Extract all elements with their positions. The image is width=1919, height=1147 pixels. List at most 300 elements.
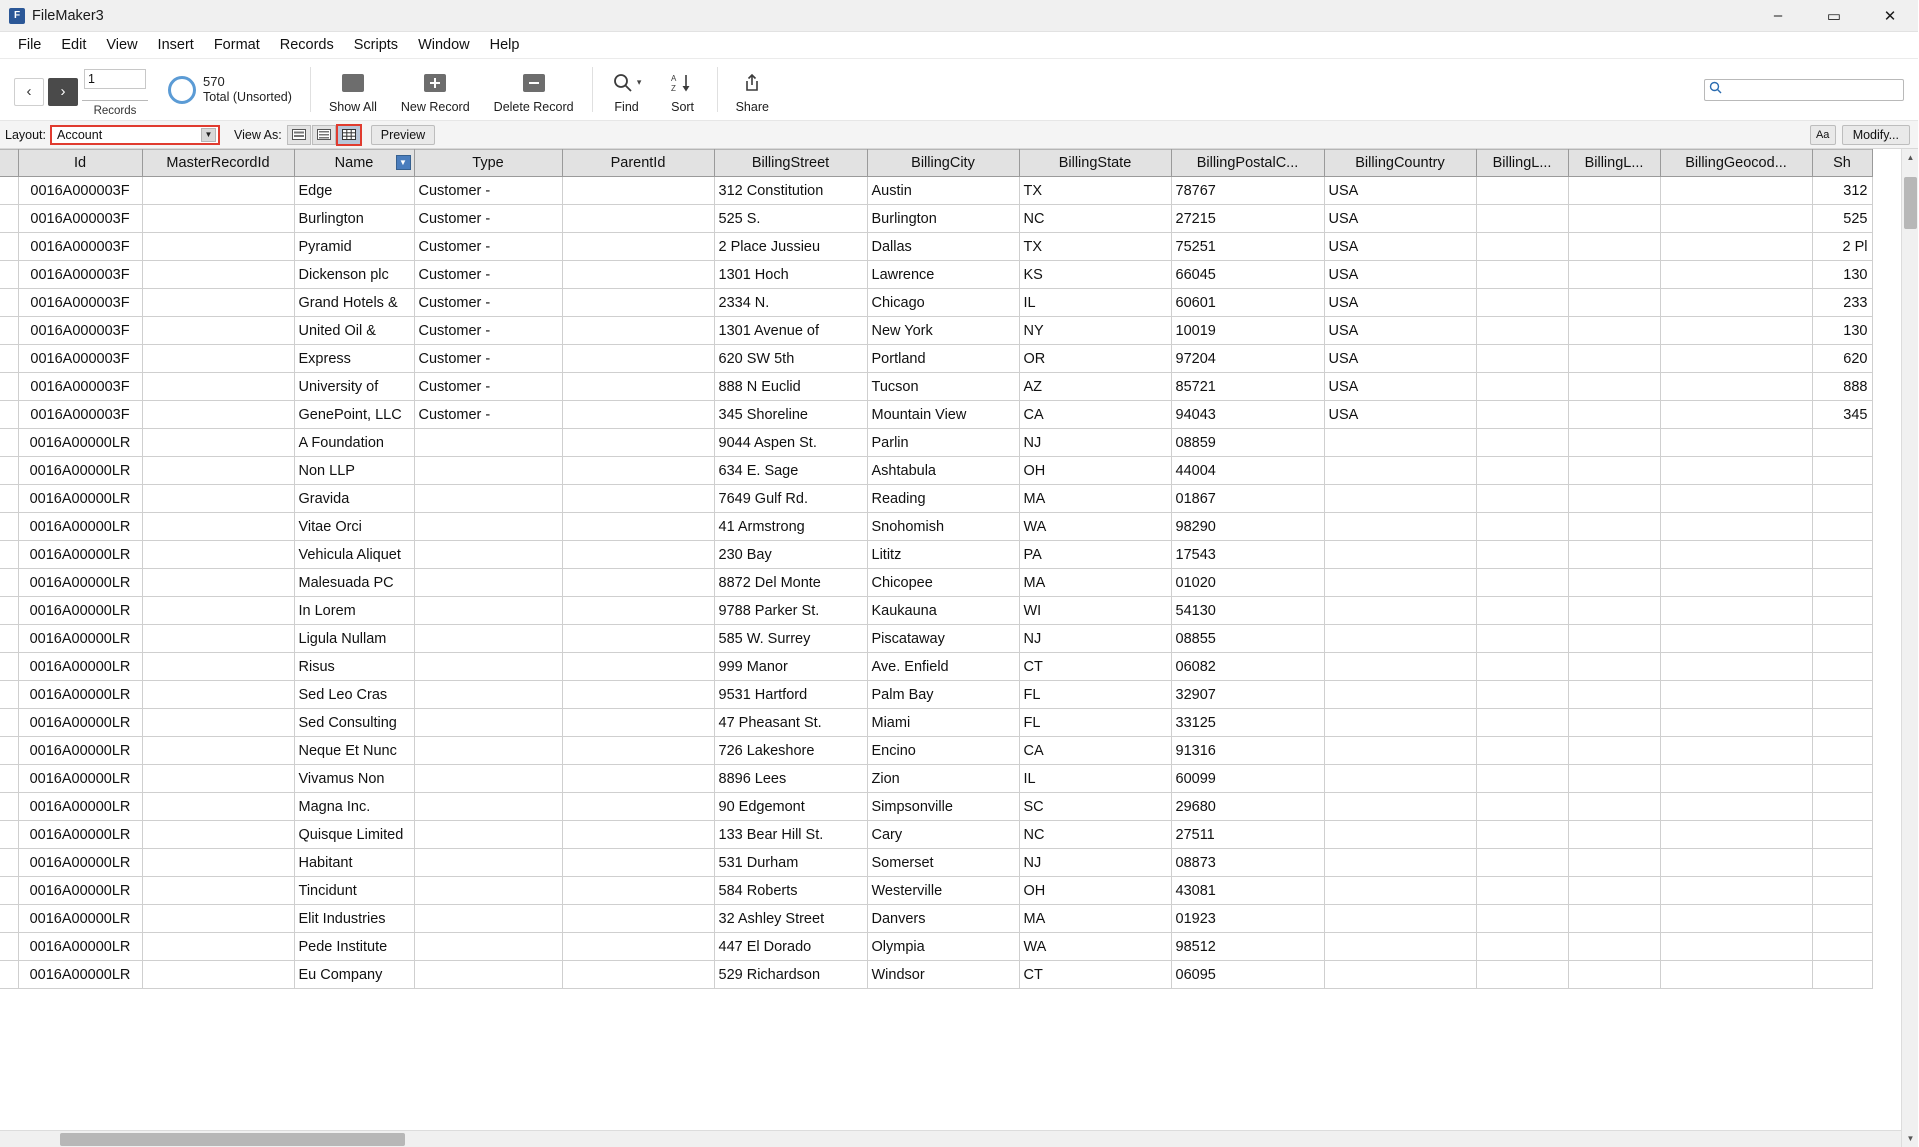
row-selector[interactable] xyxy=(0,289,18,317)
table-cell[interactable]: 130 xyxy=(1812,317,1872,345)
table-cell[interactable]: 447 El Dorado xyxy=(714,933,867,961)
table-cell[interactable] xyxy=(1568,625,1660,653)
chevron-down-icon[interactable]: ▾ xyxy=(636,77,642,87)
table-cell[interactable]: GenePoint, LLC xyxy=(294,401,414,429)
table-cell[interactable] xyxy=(1476,737,1568,765)
table-cell[interactable]: NC xyxy=(1019,205,1171,233)
table-cell[interactable] xyxy=(1476,401,1568,429)
table-cell[interactable] xyxy=(1476,485,1568,513)
table-cell[interactable] xyxy=(1476,597,1568,625)
table-cell[interactable] xyxy=(414,597,562,625)
table-cell[interactable] xyxy=(1476,317,1568,345)
table-cell[interactable]: Habitant xyxy=(294,849,414,877)
horizontal-scrollbar[interactable] xyxy=(0,1130,1901,1147)
table-cell[interactable]: 1301 Avenue of xyxy=(714,317,867,345)
table-cell[interactable] xyxy=(1476,345,1568,373)
table-cell[interactable] xyxy=(142,905,294,933)
table-cell[interactable] xyxy=(562,401,714,429)
next-record-button[interactable]: › xyxy=(48,78,78,106)
table-cell[interactable]: Burlington xyxy=(867,205,1019,233)
table-cell[interactable]: Reading xyxy=(867,485,1019,513)
table-cell[interactable] xyxy=(1660,261,1812,289)
layout-dropdown[interactable] xyxy=(50,125,220,145)
table-cell[interactable]: 9531 Hartford xyxy=(714,681,867,709)
table-cell[interactable]: 0016A00000LR xyxy=(18,709,142,737)
table-cell[interactable] xyxy=(1476,541,1568,569)
table-cell[interactable] xyxy=(1324,821,1476,849)
row-selector[interactable] xyxy=(0,345,18,373)
table-cell[interactable]: Malesuada PC xyxy=(294,569,414,597)
table-cell[interactable]: 620 SW 5th xyxy=(714,345,867,373)
table-cell[interactable]: 60601 xyxy=(1171,289,1324,317)
table-cell[interactable]: Simpsonville xyxy=(867,793,1019,821)
table-cell[interactable]: 06095 xyxy=(1171,961,1324,989)
table-row[interactable] xyxy=(0,233,1872,261)
show-all-button[interactable] xyxy=(317,59,389,120)
table-cell[interactable]: Cary xyxy=(867,821,1019,849)
table-row[interactable] xyxy=(0,205,1872,233)
table-cell[interactable] xyxy=(142,541,294,569)
table-cell[interactable] xyxy=(1476,569,1568,597)
table-cell[interactable] xyxy=(1568,485,1660,513)
table-row[interactable] xyxy=(0,401,1872,429)
vertical-scrollbar[interactable] xyxy=(1901,149,1918,1147)
table-cell[interactable]: Vivamus Non xyxy=(294,765,414,793)
table-cell[interactable] xyxy=(142,513,294,541)
table-cell[interactable]: IL xyxy=(1019,765,1171,793)
table-cell[interactable] xyxy=(142,261,294,289)
table-cell[interactable] xyxy=(142,765,294,793)
row-selector[interactable] xyxy=(0,177,18,205)
table-cell[interactable]: WA xyxy=(1019,513,1171,541)
table-cell[interactable]: 9044 Aspen St. xyxy=(714,429,867,457)
table-cell[interactable]: Tucson xyxy=(867,373,1019,401)
table-cell[interactable] xyxy=(414,457,562,485)
row-selector[interactable] xyxy=(0,261,18,289)
table-cell[interactable] xyxy=(1660,681,1812,709)
table-cell[interactable] xyxy=(1476,709,1568,737)
table-cell[interactable] xyxy=(1568,401,1660,429)
table-cell[interactable]: Tincidunt xyxy=(294,877,414,905)
table-cell[interactable]: 33125 xyxy=(1171,709,1324,737)
table-cell[interactable]: 888 N Euclid xyxy=(714,373,867,401)
table-cell[interactable] xyxy=(562,261,714,289)
table-cell[interactable] xyxy=(142,457,294,485)
table-cell[interactable] xyxy=(1476,933,1568,961)
table-cell[interactable] xyxy=(142,709,294,737)
table-cell[interactable] xyxy=(562,681,714,709)
table-cell[interactable]: Customer - xyxy=(414,205,562,233)
table-cell[interactable] xyxy=(1476,625,1568,653)
column-header-billingstate[interactable] xyxy=(1019,150,1171,177)
table-cell[interactable] xyxy=(1324,905,1476,933)
minimize-icon[interactable]: – xyxy=(1773,7,1783,24)
table-cell[interactable]: Sed Consulting xyxy=(294,709,414,737)
table-cell[interactable]: 8872 Del Monte xyxy=(714,569,867,597)
table-cell[interactable] xyxy=(414,569,562,597)
table-cell[interactable] xyxy=(1476,653,1568,681)
close-icon[interactable]: ✕ xyxy=(1883,7,1897,25)
maximize-icon[interactable]: ▭ xyxy=(1826,7,1842,25)
table-row[interactable] xyxy=(0,821,1872,849)
table-cell[interactable]: 78767 xyxy=(1171,177,1324,205)
table-cell[interactable]: Customer - xyxy=(414,177,562,205)
column-header-name[interactable] xyxy=(294,150,414,177)
table-cell[interactable] xyxy=(1812,709,1872,737)
table-cell[interactable] xyxy=(1476,429,1568,457)
table-cell[interactable] xyxy=(414,709,562,737)
table-cell[interactable] xyxy=(1568,429,1660,457)
table-cell[interactable] xyxy=(1568,961,1660,989)
table-cell[interactable]: 41 Armstrong xyxy=(714,513,867,541)
table-cell[interactable] xyxy=(142,401,294,429)
sort-indicator-icon[interactable]: ▼ xyxy=(396,155,411,170)
table-cell[interactable]: 97204 xyxy=(1171,345,1324,373)
table-cell[interactable]: Westerville xyxy=(867,877,1019,905)
column-header-billingl[interactable] xyxy=(1568,150,1660,177)
table-cell[interactable]: 0016A00000LR xyxy=(18,569,142,597)
table-cell[interactable] xyxy=(142,373,294,401)
table-cell[interactable]: KS xyxy=(1019,261,1171,289)
table-cell[interactable] xyxy=(1476,513,1568,541)
table-cell[interactable] xyxy=(1812,933,1872,961)
table-cell[interactable]: Olympia xyxy=(867,933,1019,961)
table-cell[interactable] xyxy=(414,877,562,905)
row-selector[interactable] xyxy=(0,737,18,765)
table-cell[interactable] xyxy=(1568,177,1660,205)
table-cell[interactable]: University of xyxy=(294,373,414,401)
table-cell[interactable]: 32 Ashley Street xyxy=(714,905,867,933)
table-cell[interactable] xyxy=(1476,373,1568,401)
table-cell[interactable] xyxy=(1660,345,1812,373)
table-cell[interactable] xyxy=(414,513,562,541)
table-cell[interactable] xyxy=(1812,653,1872,681)
table-cell[interactable]: Edge xyxy=(294,177,414,205)
table-cell[interactable] xyxy=(414,653,562,681)
table-cell[interactable] xyxy=(414,485,562,513)
table-cell[interactable]: Risus xyxy=(294,653,414,681)
table-cell[interactable]: United Oil & xyxy=(294,317,414,345)
table-cell[interactable] xyxy=(1324,849,1476,877)
table-cell[interactable]: 531 Durham xyxy=(714,849,867,877)
table-cell[interactable]: Ligula Nullam xyxy=(294,625,414,653)
table-cell[interactable] xyxy=(1476,261,1568,289)
row-selector[interactable] xyxy=(0,681,18,709)
table-cell[interactable]: Palm Bay xyxy=(867,681,1019,709)
table-cell[interactable]: MA xyxy=(1019,485,1171,513)
table-cell[interactable] xyxy=(562,289,714,317)
table-cell[interactable]: 90 Edgemont xyxy=(714,793,867,821)
table-row[interactable] xyxy=(0,317,1872,345)
row-selector[interactable] xyxy=(0,373,18,401)
table-cell[interactable] xyxy=(1812,793,1872,821)
table-cell[interactable]: 75251 xyxy=(1171,233,1324,261)
table-cell[interactable] xyxy=(562,345,714,373)
table-cell[interactable] xyxy=(1568,821,1660,849)
table-cell[interactable]: Mountain View xyxy=(867,401,1019,429)
table-cell[interactable] xyxy=(1476,877,1568,905)
row-selector[interactable] xyxy=(0,625,18,653)
table-cell[interactable] xyxy=(1660,961,1812,989)
table-cell[interactable]: 27215 xyxy=(1171,205,1324,233)
table-cell[interactable] xyxy=(142,653,294,681)
table-cell[interactable] xyxy=(1660,485,1812,513)
table-cell[interactable]: AZ xyxy=(1019,373,1171,401)
scroll-down-icon[interactable]: ▼ xyxy=(1906,1134,1915,1143)
table-cell[interactable]: 0016A00000LR xyxy=(18,765,142,793)
table-cell[interactable] xyxy=(1324,485,1476,513)
find-button[interactable] xyxy=(599,59,655,120)
table-cell[interactable]: 133 Bear Hill St. xyxy=(714,821,867,849)
table-cell[interactable] xyxy=(1476,821,1568,849)
quick-find-box[interactable] xyxy=(1704,79,1904,101)
table-cell[interactable] xyxy=(1660,457,1812,485)
table-row[interactable] xyxy=(0,597,1872,625)
table-cell[interactable] xyxy=(1476,289,1568,317)
table-cell[interactable] xyxy=(562,541,714,569)
table-cell[interactable]: FL xyxy=(1019,709,1171,737)
column-header-sh[interactable] xyxy=(1812,150,1872,177)
table-cell[interactable] xyxy=(1568,765,1660,793)
table-cell[interactable]: Austin xyxy=(867,177,1019,205)
table-cell[interactable]: MA xyxy=(1019,569,1171,597)
table-cell[interactable]: 01867 xyxy=(1171,485,1324,513)
column-header-billingstreet[interactable] xyxy=(714,150,867,177)
table-cell[interactable]: 888 xyxy=(1812,373,1872,401)
table-cell[interactable]: Ashtabula xyxy=(867,457,1019,485)
table-cell[interactable] xyxy=(1568,317,1660,345)
table-cell[interactable]: 0016A000003F xyxy=(18,233,142,261)
table-row[interactable] xyxy=(0,653,1872,681)
table-cell[interactable] xyxy=(414,429,562,457)
table-cell[interactable] xyxy=(414,625,562,653)
table-cell[interactable]: Snohomish xyxy=(867,513,1019,541)
table-cell[interactable]: NJ xyxy=(1019,849,1171,877)
table-cell[interactable] xyxy=(1812,737,1872,765)
new-record-button[interactable] xyxy=(389,59,482,120)
table-cell[interactable]: 0016A00000LR xyxy=(18,513,142,541)
table-cell[interactable]: 726 Lakeshore xyxy=(714,737,867,765)
row-selector[interactable] xyxy=(0,793,18,821)
table-cell[interactable]: Customer - xyxy=(414,261,562,289)
table-cell[interactable]: 98290 xyxy=(1171,513,1324,541)
table-cell[interactable]: A Foundation xyxy=(294,429,414,457)
table-cell[interactable]: 32907 xyxy=(1171,681,1324,709)
table-cell[interactable] xyxy=(1568,457,1660,485)
column-header-parentid[interactable] xyxy=(562,150,714,177)
menu-records[interactable]: Records xyxy=(279,37,334,53)
table-row[interactable] xyxy=(0,485,1872,513)
table-cell[interactable]: Customer - xyxy=(414,373,562,401)
table-cell[interactable]: 0016A00000LR xyxy=(18,849,142,877)
table-cell[interactable]: Vitae Orci xyxy=(294,513,414,541)
table-cell[interactable] xyxy=(1324,737,1476,765)
table-cell[interactable]: 1301 Hoch xyxy=(714,261,867,289)
column-header-id[interactable] xyxy=(18,150,142,177)
table-cell[interactable]: 0016A00000LR xyxy=(18,905,142,933)
menu-format[interactable]: Format xyxy=(213,37,260,53)
menu-edit[interactable]: Edit xyxy=(61,37,87,53)
row-selector[interactable] xyxy=(0,485,18,513)
table-cell[interactable]: OH xyxy=(1019,457,1171,485)
table-cell[interactable] xyxy=(414,849,562,877)
modify-button[interactable]: Modify... xyxy=(1842,125,1910,145)
table-cell[interactable] xyxy=(1812,681,1872,709)
table-cell[interactable] xyxy=(1324,961,1476,989)
table-cell[interactable]: Lititz xyxy=(867,541,1019,569)
table-cell[interactable]: 8896 Lees xyxy=(714,765,867,793)
table-cell[interactable] xyxy=(1568,681,1660,709)
table-cell[interactable]: Express xyxy=(294,345,414,373)
table-cell[interactable] xyxy=(1568,569,1660,597)
table-cell[interactable]: MA xyxy=(1019,905,1171,933)
table-cell[interactable] xyxy=(562,177,714,205)
table-cell[interactable] xyxy=(1476,849,1568,877)
table-cell[interactable]: Dickenson plc xyxy=(294,261,414,289)
table-cell[interactable] xyxy=(1324,429,1476,457)
table-cell[interactable]: CA xyxy=(1019,401,1171,429)
table-cell[interactable]: IL xyxy=(1019,289,1171,317)
table-cell[interactable] xyxy=(562,821,714,849)
table-cell[interactable] xyxy=(1568,541,1660,569)
row-selector[interactable] xyxy=(0,317,18,345)
table-cell[interactable]: USA xyxy=(1324,373,1476,401)
table-cell[interactable] xyxy=(1568,653,1660,681)
table-cell[interactable]: 06082 xyxy=(1171,653,1324,681)
table-cell[interactable] xyxy=(414,541,562,569)
table-cell[interactable] xyxy=(414,821,562,849)
table-cell[interactable]: Ave. Enfield xyxy=(867,653,1019,681)
table-cell[interactable] xyxy=(1812,625,1872,653)
table-cell[interactable]: Windsor xyxy=(867,961,1019,989)
table-cell[interactable]: 7649 Gulf Rd. xyxy=(714,485,867,513)
row-selector[interactable] xyxy=(0,765,18,793)
table-cell[interactable] xyxy=(1812,821,1872,849)
table-cell[interactable] xyxy=(1324,513,1476,541)
table-cell[interactable] xyxy=(1660,625,1812,653)
table-cell[interactable] xyxy=(562,849,714,877)
table-cell[interactable] xyxy=(1660,541,1812,569)
table-cell[interactable]: 0016A00000LR xyxy=(18,653,142,681)
table-cell[interactable] xyxy=(1324,541,1476,569)
table-cell[interactable] xyxy=(142,429,294,457)
table-cell[interactable]: 98512 xyxy=(1171,933,1324,961)
table-cell[interactable]: USA xyxy=(1324,401,1476,429)
table-cell[interactable]: 0016A00000LR xyxy=(18,429,142,457)
table-cell[interactable]: FL xyxy=(1019,681,1171,709)
row-selector[interactable] xyxy=(0,429,18,457)
table-row[interactable] xyxy=(0,457,1872,485)
table-cell[interactable] xyxy=(1324,625,1476,653)
table-cell[interactable]: 0016A00000LR xyxy=(18,933,142,961)
table-cell[interactable] xyxy=(1660,849,1812,877)
row-selector[interactable] xyxy=(0,821,18,849)
column-header-billingpostalc[interactable] xyxy=(1171,150,1324,177)
table-cell[interactable]: 47 Pheasant St. xyxy=(714,709,867,737)
table-cell[interactable] xyxy=(1568,877,1660,905)
table-cell[interactable] xyxy=(1476,905,1568,933)
table-cell[interactable] xyxy=(1660,317,1812,345)
view-table-button[interactable] xyxy=(337,125,361,145)
table-cell[interactable]: Customer - xyxy=(414,345,562,373)
table-row[interactable] xyxy=(0,569,1872,597)
table-cell[interactable] xyxy=(414,961,562,989)
table-cell[interactable] xyxy=(1568,933,1660,961)
table-cell[interactable] xyxy=(414,765,562,793)
table-cell[interactable] xyxy=(1660,597,1812,625)
table-cell[interactable]: OH xyxy=(1019,877,1171,905)
table-cell[interactable] xyxy=(142,737,294,765)
table-cell[interactable]: 0016A00000LR xyxy=(18,541,142,569)
table-cell[interactable] xyxy=(1324,877,1476,905)
column-header-billingcountry[interactable] xyxy=(1324,150,1476,177)
table-cell[interactable] xyxy=(562,877,714,905)
column-header-billinggeocod[interactable] xyxy=(1660,150,1812,177)
table-cell[interactable]: Chicopee xyxy=(867,569,1019,597)
table-cell[interactable]: CT xyxy=(1019,653,1171,681)
table-cell[interactable]: 17543 xyxy=(1171,541,1324,569)
table-cell[interactable]: 0016A00000LR xyxy=(18,681,142,709)
table-cell[interactable]: Eu Company xyxy=(294,961,414,989)
table-cell[interactable] xyxy=(142,485,294,513)
table-row[interactable] xyxy=(0,541,1872,569)
table-cell[interactable] xyxy=(1812,569,1872,597)
table-cell[interactable] xyxy=(1568,513,1660,541)
table-cell[interactable]: Quisque Limited xyxy=(294,821,414,849)
table-cell[interactable] xyxy=(562,429,714,457)
table-cell[interactable] xyxy=(1324,765,1476,793)
table-cell[interactable]: 66045 xyxy=(1171,261,1324,289)
table-cell[interactable] xyxy=(1568,373,1660,401)
table-cell[interactable]: Dallas xyxy=(867,233,1019,261)
table-cell[interactable] xyxy=(562,933,714,961)
column-header-type[interactable] xyxy=(414,150,562,177)
menu-view[interactable]: View xyxy=(106,37,138,53)
row-selector[interactable] xyxy=(0,933,18,961)
table-cell[interactable]: Zion xyxy=(867,765,1019,793)
table-cell[interactable] xyxy=(142,569,294,597)
vertical-scroll-thumb[interactable] xyxy=(1904,177,1917,229)
table-cell[interactable]: 585 W. Surrey xyxy=(714,625,867,653)
table-cell[interactable] xyxy=(1476,233,1568,261)
row-selector[interactable] xyxy=(0,541,18,569)
table-cell[interactable] xyxy=(414,793,562,821)
table-cell[interactable] xyxy=(1660,821,1812,849)
table-cell[interactable] xyxy=(1660,233,1812,261)
table-cell[interactable] xyxy=(562,709,714,737)
table-cell[interactable]: 620 xyxy=(1812,345,1872,373)
table-cell[interactable]: Magna Inc. xyxy=(294,793,414,821)
table-cell[interactable] xyxy=(142,849,294,877)
row-selector[interactable] xyxy=(0,569,18,597)
table-row[interactable] xyxy=(0,905,1872,933)
table-cell[interactable] xyxy=(1568,849,1660,877)
table-cell[interactable]: Non LLP xyxy=(294,457,414,485)
table-cell[interactable] xyxy=(1324,597,1476,625)
view-form-button[interactable] xyxy=(287,125,311,145)
table-cell[interactable] xyxy=(142,345,294,373)
table-cell[interactable]: TX xyxy=(1019,177,1171,205)
table-cell[interactable] xyxy=(1568,793,1660,821)
table-cell[interactable] xyxy=(1660,289,1812,317)
table-cell[interactable] xyxy=(562,373,714,401)
table-cell[interactable] xyxy=(142,177,294,205)
table-cell[interactable]: CT xyxy=(1019,961,1171,989)
table-cell[interactable]: Somerset xyxy=(867,849,1019,877)
table-row[interactable] xyxy=(0,933,1872,961)
table-cell[interactable]: 01020 xyxy=(1171,569,1324,597)
sort-button[interactable] xyxy=(655,59,711,120)
